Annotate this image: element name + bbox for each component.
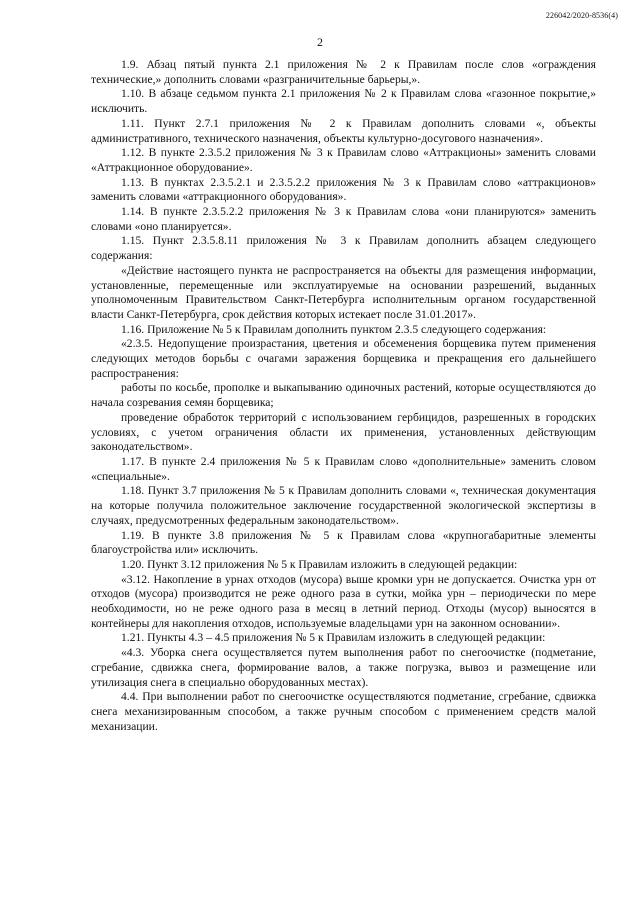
paragraph-1-14: 1.14. В пункте 2.3.5.2.2 приложения № 3 к Правилам слова «они планируются» заменить словами «оно планируется». (91, 205, 596, 233)
paragraph-mowing-works: работы по косьбе, прополке и выкапыванию одиночных растений, которые осуществляются до начала созревания семян борщевика; (91, 381, 596, 410)
paragraph-1-11: 1.11. Пункт 2.7.1 приложения № 2 к Правилам дополнить словами «, объекты административного, технического назначения, объекты культурно-досугового назначения». (91, 116, 596, 145)
document-id: 226042/2020-8536(4) (545, 11, 618, 20)
paragraph-1-21: 1.21. Пункты 4.3 – 4.5 приложения № 5 к Правилам изложить в следующей редакции: (121, 631, 546, 645)
paragraph-1-17: 1.17. В пункте 2.4 приложения № 5 к Правилам слово «дополнительные» заменить словом «специальные». (91, 454, 596, 483)
paragraph-1-10: 1.10. В абзаце седьмом пункта 2.1 приложения № 2 к Правилам слова «газонное покрытие,» исключить. (91, 87, 596, 116)
paragraph-1-12: 1.12. В пункте 2.3.5.2 приложения № 3 к Правилам слово «Аттракционы» заменить словами «Аттракционное оборудование». (91, 146, 596, 174)
paragraph-4-3-quote: «4.3. Уборка снега осуществляется путем выполнения работ по снегоочистке (подметание, сгребание, сдвижка снега, формирование валов, а также погрузка, вывоз и размещение или утилизация снега в специально оборудованных местах). (91, 646, 596, 689)
document-body (91, 58, 596, 734)
paragraph-3-12-quote: «3.12. Накопление в урнах отходов (мусора) выше кромки урн не допускается. Очистка урн от отходов (мусора) производится не реже одного раза в сутки, мойка урн – периодически по мере необходимости, но не реже одного раза в месяц в летний период. Отходы (мусор) выносятся в контейнеры для накопления отходов, используемые владельцами урн на законном основании». (91, 572, 596, 630)
paragraph-4-4: 4.4. При выполнении работ по снегоочистке осуществляются подметание, сгребание, сдвижка снега механизированным способом, а также ручным способом с применением средств малой механизации. (91, 690, 596, 733)
paragraph-1-19: 1.19. В пункте 3.8 приложения № 5 к Правилам слова «крупногабаритные элементы благоустройства или» исключить. (91, 528, 596, 557)
paragraph-2-3-5-quote: «2.3.5. Недопущение произрастания, цветения и обсеменения борщевика путем применения следующих методов борьбы с очагами заражения борщевика и прекращения его дальнейшего распространения: (91, 337, 596, 380)
paragraph-1-16: 1.16. Приложение № 5 к Правилам дополнить пунктом 2.3.5 следующего содержания: (121, 322, 547, 336)
paragraph-1-9: 1.9. Абзац пятый пункта 2.1 приложения № 2 к Правилам после слов «ограждения технические,» дополнить словами «разграничительные барьеры,». (91, 58, 596, 86)
paragraph-1-20: 1.20. Пункт 3.12 приложения № 5 к Правилам изложить в следующей редакции: (121, 557, 518, 571)
page-number: 2 (317, 35, 323, 49)
paragraph-herbicide-treatment: проведение обработок территорий с использованием гербицидов, разрешенных в городских условиях, с учетом ограничения области их применения, установленных действующим законодательством». (91, 410, 596, 454)
paragraph-1-15-quote: «Действие настоящего пункта не распространяется на объекты для размещения информации, установленные, перемещенные или эксплуатируемые на основании разрешений, выданных уполномоченным Правительством Санкт-Петербурга исполнительным органом государственной власти Санкт-Петербурга, срок действия которых истекает после 31.01.2017». (91, 263, 596, 321)
paragraph-1-13: 1.13. В пунктах 2.3.5.2.1 и 2.3.5.2.2 приложения № 3 к Правилам слово «аттракционов» заменить словами «аттракционного оборудования». (91, 175, 596, 204)
paragraph-1-18: 1.18. Пункт 3.7 приложения № 5 к Правилам дополнить словами «, техническая документация на которые получила положительное заключение государственной экологической экспертизы в случаях, предусмотренных федеральным законодательством». (91, 484, 596, 527)
paragraph-1-15: 1.15. Пункт 2.3.5.8.11 приложения № 3 к Правилам дополнить абзацем следующего содержания: (91, 234, 596, 263)
